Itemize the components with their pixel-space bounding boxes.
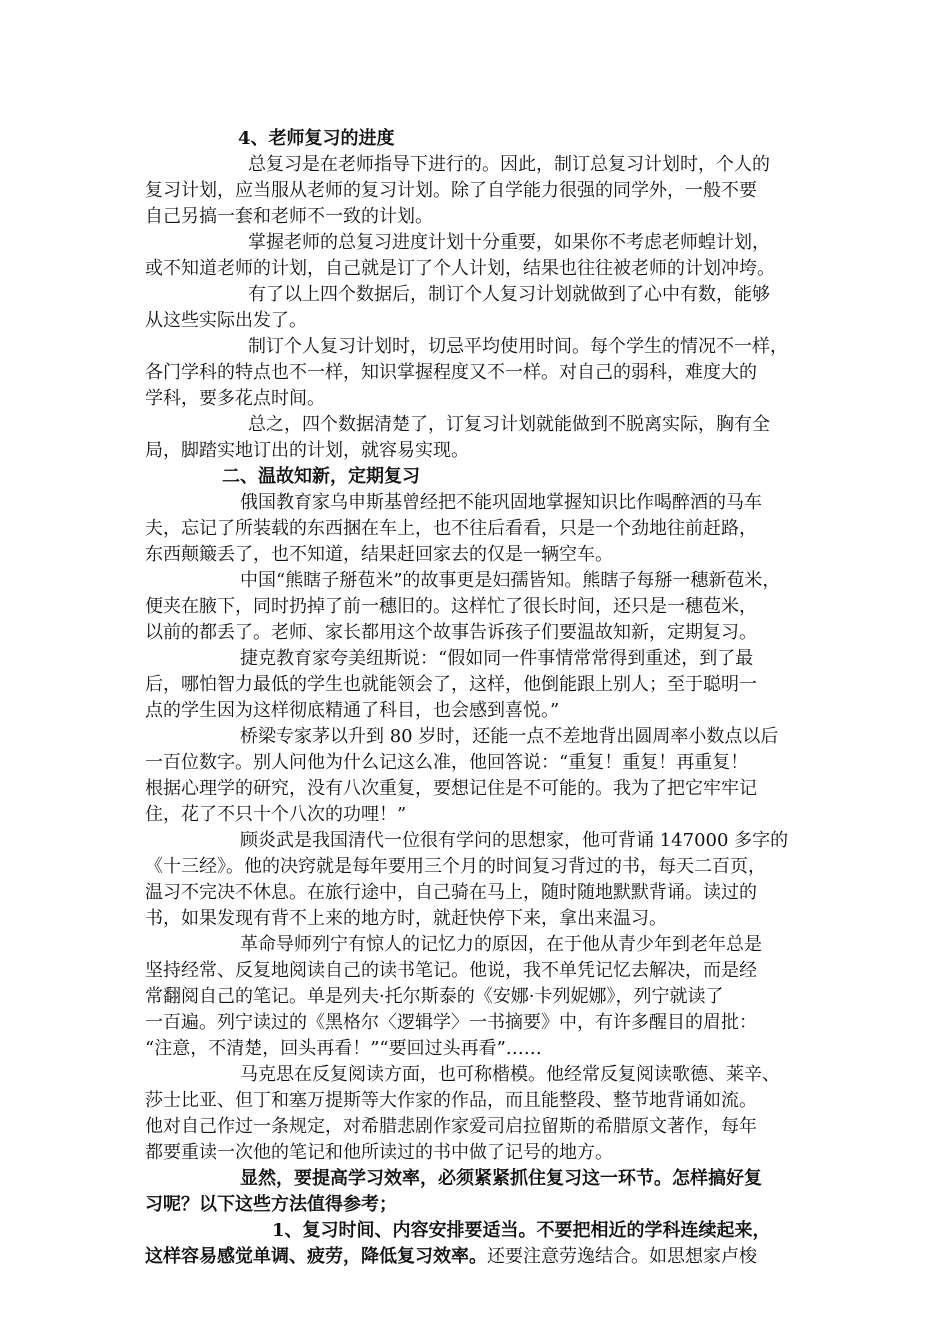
paragraph-line: 温习不完决不休息。在旅行途中，自己骑在马上，随时随地默默背诵。读过的 — [145, 882, 757, 903]
paragraph-line: 学科，要多花点时间。 — [145, 388, 325, 409]
paragraph-line: 从这些实际出发了。 — [145, 310, 307, 331]
paragraph-line: 自己另搞一套和老师不一致的计划。 — [145, 206, 433, 227]
paragraph-line: 制订个人复习计划时，切忌平均使用时间。每个学生的情况不一样， — [248, 336, 788, 357]
paragraph-line: 后，哪怕智力最低的学生也就能领会了，这样，他倒能跟上别人；至于聪明一 — [145, 674, 757, 695]
paragraph-line: 一百遍。列宁读过的《黑格尔〈逻辑学〉一书摘要》中，有许多醒目的眉批： — [145, 1012, 757, 1033]
paragraph-line-mixed — [145, 1244, 950, 1270]
paragraph-line: 有了以上四个数据后，制订个人复习计划就做到了心中有数，能够 — [248, 284, 770, 305]
paragraph-line: 中国“熊瞎子掰苞米”的故事更是妇孺皆知。熊瞎子每掰一穗新苞米， — [240, 570, 781, 591]
paragraph-line: 便夹在腋下，同时扔掉了前一穗旧的。这样忙了很长时间，还只是一穗苞米， — [145, 596, 757, 617]
paragraph-line: 书，如果发现有背不上来的地方时，就赶快停下来，拿出来温习。 — [145, 908, 667, 929]
paragraph-line: 马克思在反复阅读方面，也可称楷模。他经常反复阅读歌德、莱辛、 — [240, 1064, 780, 1085]
paragraph-line: “注意，不清楚，回头再看！”“要回过头再看”…… — [145, 1038, 542, 1059]
bold-run: 这样容易感觉单调、疲劳，降低复习效率。 — [145, 1246, 487, 1267]
paragraph-line: 局，脚踏实地订出的计划，就容易实现。 — [145, 440, 469, 461]
section-4-heading: 4、老师复习的进度 — [238, 128, 395, 149]
section-2-heading: 二、温故知新，定期复习 — [222, 466, 420, 487]
paragraph-line: 夫，忘记了所装载的东西捆在车上，也不往后看看，只是一个劲地往前赶路， — [145, 518, 757, 539]
paragraph-line: 东西颠簸丢了，也不知道，结果赶回家去的仅是一辆空车。 — [145, 544, 613, 565]
paragraph-line: 一百位数字。别人问他为什么记这么准，他回答说：“重复！重复！再重复！ — [145, 752, 749, 773]
paragraph-line: 顾炎武是我国清代一位很有学问的思想家，他可背诵 147000 多字的 — [240, 830, 789, 851]
paragraph-line: 坚持经常、反复地阅读自己的读书笔记。他说，我不单凭记忆去解决，而是经 — [145, 960, 757, 981]
paragraph-line: 总复习是在老师指导下进行的。因此，制订总复习计划时，个人的 — [248, 154, 770, 175]
paragraph-line: 复习计划，应当服从老师的复习计划。除了自学能力很强的同学外，一般不要 — [145, 180, 757, 201]
paragraph-line-bold: 显然，要提高学习效率，必须紧紧抓住复习这一环节。怎样搞好复 — [240, 1168, 762, 1189]
paragraph-line: 俄国教育家乌申斯基曾经把不能巩固地掌握知识比作喝醉酒的马车 — [240, 492, 762, 513]
paragraph-line: 《十三经》。他的决窍就是每年要用三个月的时间复习背过的书，每天二百页， — [145, 856, 766, 877]
paragraph-line: 根据心理学的研究，没有八次重复，要想记住是不可能的。我为了把它牢牢记 — [145, 778, 757, 799]
paragraph-line: 总之，四个数据清楚了，订复习计划就能做到不脱离实际，胸有全 — [248, 414, 770, 435]
paragraph-line: 以前的都丢了。老师、家长都用这个故事告诉孩子们要温故知新，定期复习。 — [145, 622, 757, 643]
paragraph-line: 莎士比亚、但丁和塞万提斯等大作家的作品，而且能整段、整节地背诵如流。 — [145, 1090, 757, 1111]
paragraph-line-bold: 习呢？以下这些方法值得参考； — [145, 1194, 397, 1215]
normal-run: 还要注意劳逸结合。如思想家卢梭 — [487, 1246, 757, 1267]
paragraph-line: 都要重读一次他的笔记和他所读过的书中做了记号的地方。 — [145, 1142, 613, 1163]
paragraph-line: 他对自己作过一条规定，对希腊悲剧作家爱司启拉留斯的希腊原文著作，每年 — [145, 1116, 757, 1137]
paragraph-line: 掌握老师的总复习进度计划十分重要，如果你不考虑老师蝗计划， — [248, 232, 770, 253]
paragraph-line: 常翻阅自己的笔记。单是列夫·托尔斯泰的《安娜·卡列妮娜》，列宁就读了 — [145, 986, 724, 1007]
paragraph-line-bold: 1、复习时间、内容安排要适当。不要把相近的学科连续起来， — [272, 1220, 771, 1241]
paragraph-line: 革命导师列宁有惊人的记忆力的原因，在于他从青少年到老年总是 — [240, 934, 762, 955]
paragraph-line: 或不知道老师的计划，自己就是订了个人计划，结果也往往被老师的计划冲垮。 — [145, 258, 775, 279]
paragraph-line: 各门学科的特点也不一样，知识掌握程度又不一样。对自己的弱科，难度大的 — [145, 362, 757, 383]
paragraph-line: 捷克教育家夸美纽斯说：“假如同一件事情常常得到重述，到了最 — [240, 648, 754, 669]
paragraph-line: 点的学生因为这样彻底精通了科目，也会感到喜悦。” — [145, 700, 560, 721]
paragraph-line: 桥梁专家茅以升到 80 岁时，还能一点不差地背出圆周率小数点以后 — [240, 726, 779, 747]
paragraph-line: 住，花了不只十个八次的功哩！” — [145, 804, 407, 825]
